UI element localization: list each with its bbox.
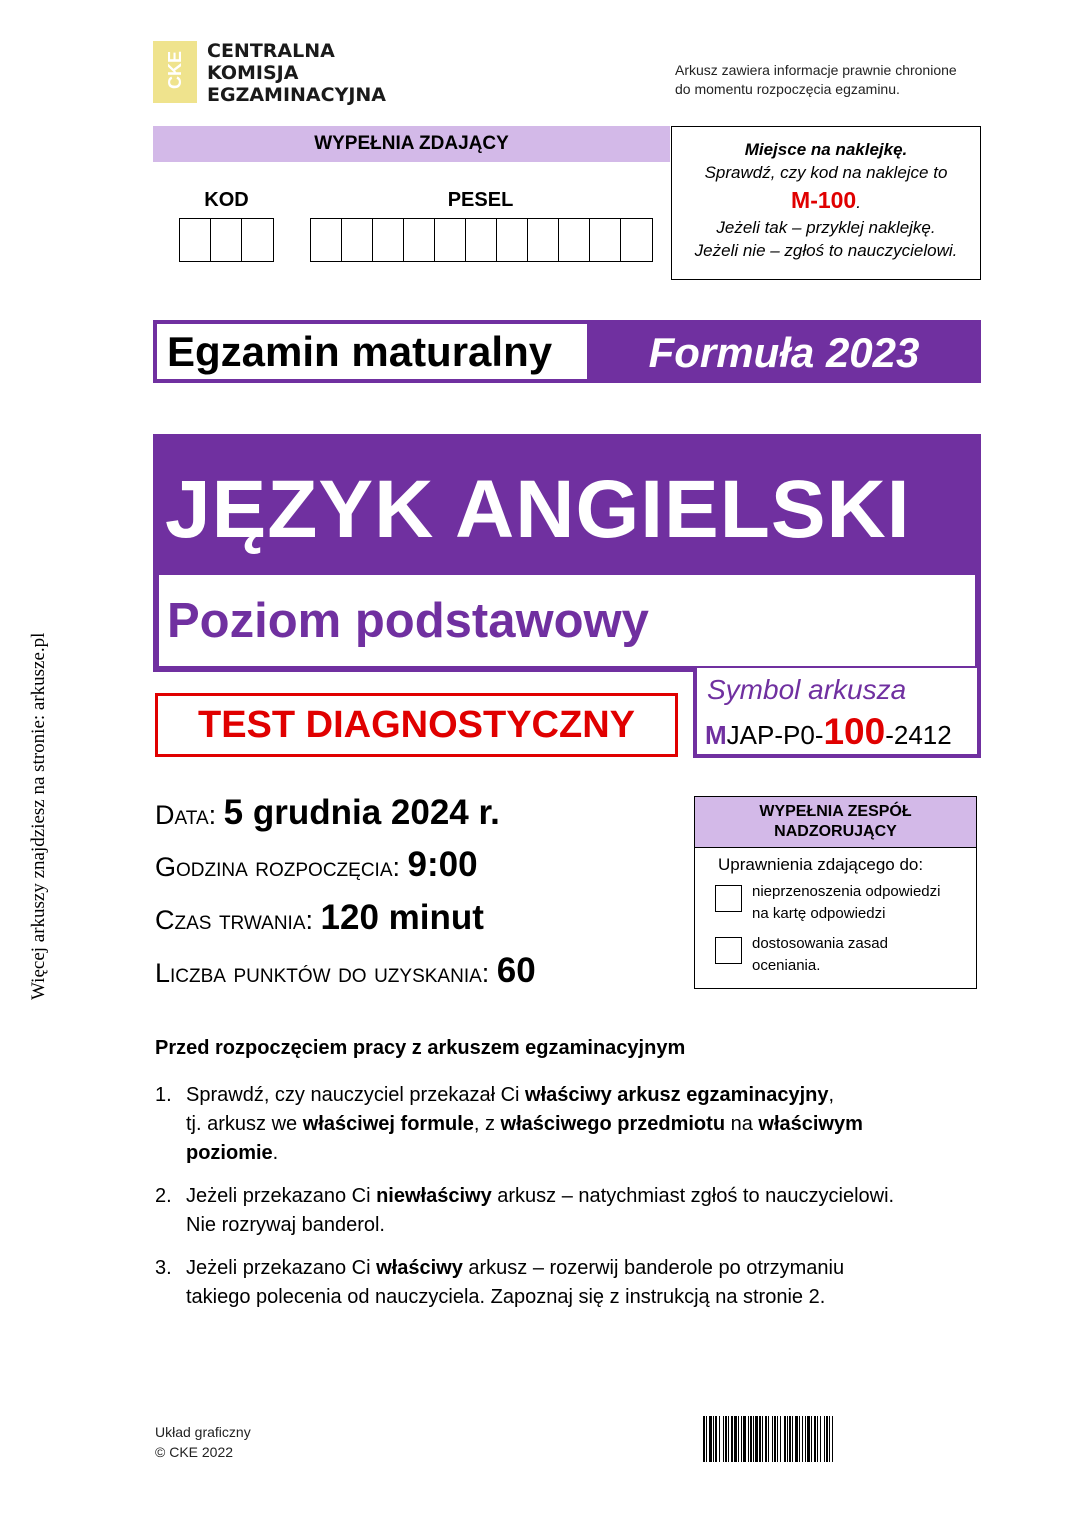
pesel-cell[interactable] [528,219,559,261]
bold-run: właściwy arkusz egzaminacyjny [525,1084,829,1106]
bold-run: właściwy [376,1257,463,1279]
supervisors-box [694,796,977,989]
kod-label: KOD [204,189,249,211]
side-note: Więcej arkuszy znajdziesz na stronie: arkusze.pl [28,632,49,1000]
duration-label: Czas trwania: [155,905,314,935]
text-run: arkusz – natychmiast zgłoś to nauczycielowi. [491,1185,895,1207]
logo-line-2: KOMISJA [207,62,299,84]
pesel-cell[interactable] [590,219,621,261]
logo-line-3: EGZAMINACYJNA [207,84,387,106]
option-2-line-2: oceniania. [752,957,821,974]
symbol-suffix: -2412 [885,720,952,750]
sticker-line-3: Jeżeli nie – zgłoś to nauczycielowi. [694,241,958,260]
start-label: Godzina rozpoczęcia: [155,852,401,882]
bold-run: właściwej formule [302,1113,474,1135]
symbol-prefix: JAP-P0- [726,720,824,750]
points-label: Liczba punktów do uzyskania: [155,958,490,988]
duration-value: 120 minut [320,898,484,937]
exam-duration [155,898,484,938]
text-run: na [725,1113,759,1135]
instruction-number: 1. [155,1084,172,1106]
notice-line-2: do momentu rozpoczęcia egzaminu. [675,81,900,97]
text-run: Nie rozrywaj banderol. [186,1214,385,1236]
instruction-number: 3. [155,1257,172,1279]
subject-level: Poziom podstawowy [167,594,649,648]
start-value: 9:00 [407,845,478,884]
text-run: tj. arkusz we [186,1113,303,1135]
text-run: . [272,1142,279,1164]
pesel-cell[interactable] [311,219,342,261]
sticker-area [671,126,981,280]
text-run: Sprawdź, czy nauczyciel przekazał Ci [186,1084,526,1106]
option-text [752,933,888,977]
exam-formula: Formuła 2023 [648,329,920,376]
footer-line-1: Układ graficzny [155,1424,251,1440]
adjust-grading-checkbox[interactable] [715,937,742,964]
option-no-transfer [715,881,940,925]
instructions-title: Przed rozpoczęciem pracy z arkuszem egzaminacyjnym [155,1037,686,1059]
instruction-item-2 [155,1182,975,1240]
candidate-fill-header: WYPEŁNIA ZDAJĄCY [153,126,670,162]
option-text [752,881,940,925]
supervisors-intro: Uprawnienia zdającego do: [718,855,924,874]
footer-line-2: © CKE 2022 [155,1444,234,1460]
pesel-cell[interactable] [435,219,466,261]
bold-run: poziomie [186,1142,273,1164]
exam-type: Egzamin maturalny [157,324,587,379]
sticker-code-line [672,184,980,216]
sheet-symbol-label: Symbol arkusza [707,674,907,705]
no-transfer-checkbox[interactable] [715,885,742,912]
date-value: 5 grudnia 2024 r. [223,793,500,832]
supervisors-header-line-1: WYPEŁNIA ZESPÓŁ [759,803,912,820]
bold-run: niewłaściwy [376,1185,492,1207]
subject-title: JĘZYK ANGIELSKI [165,464,911,555]
sheet-symbol-code [705,712,952,755]
sticker-title: Miejsce na naklejkę. [744,140,908,159]
notice-line-1: Arkusz zawiera informacje prawnie chronione [675,62,957,78]
points-value: 60 [496,951,536,990]
text-run: , z [473,1113,501,1135]
sticker-code-dot: . [856,193,861,212]
bold-run: właściwego przedmiotu [500,1113,726,1135]
date-label: Data: [155,800,217,830]
pesel-cell[interactable] [559,219,590,261]
option-2-line-1: dostosowania zasad [752,935,888,952]
text-run: , [828,1084,835,1106]
instruction-text [186,1081,975,1168]
instruction-item-3 [155,1254,975,1312]
kod-cell[interactable] [211,219,242,261]
kod-cell[interactable] [180,219,211,261]
exam-start [155,845,478,885]
legal-notice [675,61,957,99]
pesel-cell[interactable] [373,219,404,261]
supervisors-header [695,797,976,848]
cke-logo-text [207,40,386,106]
cke-logo-letters: CKE [165,50,185,89]
pesel-field[interactable] [310,218,653,262]
sticker-code: M-100 [791,187,857,213]
text-run: arkusz – rozerwij banderole po otrzymaniu [462,1257,845,1279]
instruction-text [186,1182,975,1240]
sticker-line-2: Jeżeli tak – przyklej naklejkę. [716,218,936,237]
instruction-number: 2. [155,1185,172,1207]
diagnostic-test-label: TEST DIAGNOSTYCZNY [155,693,678,757]
barcode-image [703,1416,967,1462]
pesel-cell[interactable] [342,219,373,261]
supervisors-header-line-2: NADZORUJĄCY [774,823,897,840]
text-run: Jeżeli przekazano Ci [186,1185,377,1207]
option-adjust-grading [715,933,888,977]
pesel-label: PESEL [447,189,514,211]
option-1-line-1: nieprzenoszenia odpowiedzi [752,883,941,900]
logo-line-1: CENTRALNA [207,40,335,62]
symbol-number: 100 [823,711,886,752]
pesel-cell[interactable] [497,219,528,261]
exam-date [155,793,500,833]
sticker-line-1: Sprawdź, czy kod na naklejce to [704,163,948,182]
text-run: Jeżeli przekazano Ci [186,1257,377,1279]
text-run: takiego polecenia od nauczyciela. Zapoznaj się z instrukcją na stronie 2. [186,1286,826,1308]
instruction-item-1 [155,1081,975,1168]
exam-points [155,951,536,991]
symbol-prefix-m: M [705,720,727,750]
footer-credits [155,1422,251,1462]
pesel-cell[interactable] [621,219,652,261]
pesel-cell[interactable] [466,219,497,261]
kod-field[interactable] [179,218,274,262]
option-1-line-2: na kartę odpowiedzi [752,905,886,922]
bold-run: właściwym [758,1113,863,1135]
instruction-text [186,1254,975,1312]
pesel-cell[interactable] [404,219,435,261]
kod-cell[interactable] [242,219,273,261]
